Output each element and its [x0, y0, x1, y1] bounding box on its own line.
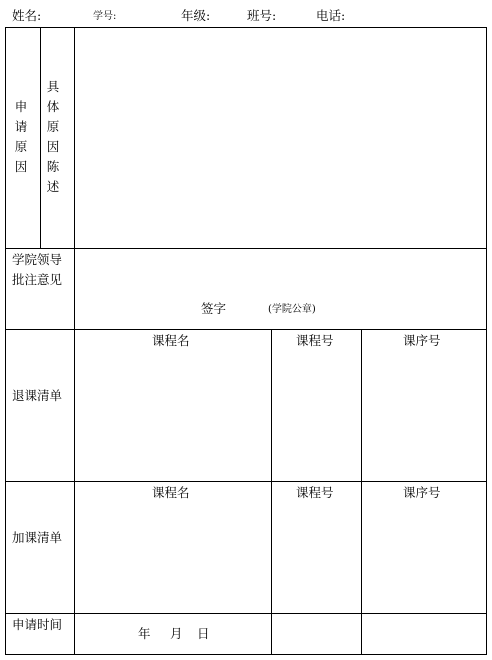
row-divider: [5, 481, 487, 482]
table-left-border: [5, 27, 6, 655]
student-id-label: 学号:: [93, 11, 117, 22]
signature-label: 签字: [201, 301, 227, 316]
drop-course-name-field[interactable]: [75, 352, 271, 481]
class-label: 班号:: [247, 8, 277, 23]
day-label: 日: [197, 626, 210, 641]
apply-time-title: 申请时间: [12, 617, 63, 632]
row-divider: [5, 329, 487, 330]
drop-seq-no-field[interactable]: [362, 352, 486, 481]
drop-list-title: 退课清单: [12, 388, 63, 403]
reason-title: 申 请 原 因: [14, 99, 28, 174]
month-label: 月: [170, 626, 183, 641]
stamp-note: (学院公章): [268, 304, 316, 315]
name-label: 姓名:: [12, 8, 42, 23]
drop-col-course-name: 课程名: [152, 333, 190, 348]
add-course-name-field[interactable]: [75, 504, 271, 613]
table-bottom-border: [5, 654, 487, 655]
add-seq-no-field[interactable]: [362, 504, 486, 613]
drop-col-course-no: 课程号: [296, 333, 334, 348]
approval-field[interactable]: [75, 249, 486, 329]
reason-detail-title: 具 体 原 因 陈 述: [46, 79, 60, 194]
apply-date-field[interactable]: [75, 614, 271, 654]
add-course-no-field[interactable]: [272, 504, 361, 613]
year-label: 年: [138, 626, 151, 641]
column-divider: [40, 27, 41, 248]
reason-detail-field[interactable]: [75, 28, 486, 248]
add-col-course-name: 课程名: [152, 485, 190, 500]
approval-title: 学院领导批注意见: [12, 252, 63, 287]
table-right-border: [486, 27, 487, 655]
add-col-seq-no: 课序号: [403, 485, 441, 500]
add-col-course-no: 课程号: [296, 485, 334, 500]
drop-col-seq-no: 课序号: [403, 333, 441, 348]
grade-label: 年级:: [181, 8, 211, 23]
drop-course-no-field[interactable]: [272, 352, 361, 481]
add-list-title: 加课清单: [12, 530, 63, 545]
phone-label: 电话:: [316, 8, 346, 23]
